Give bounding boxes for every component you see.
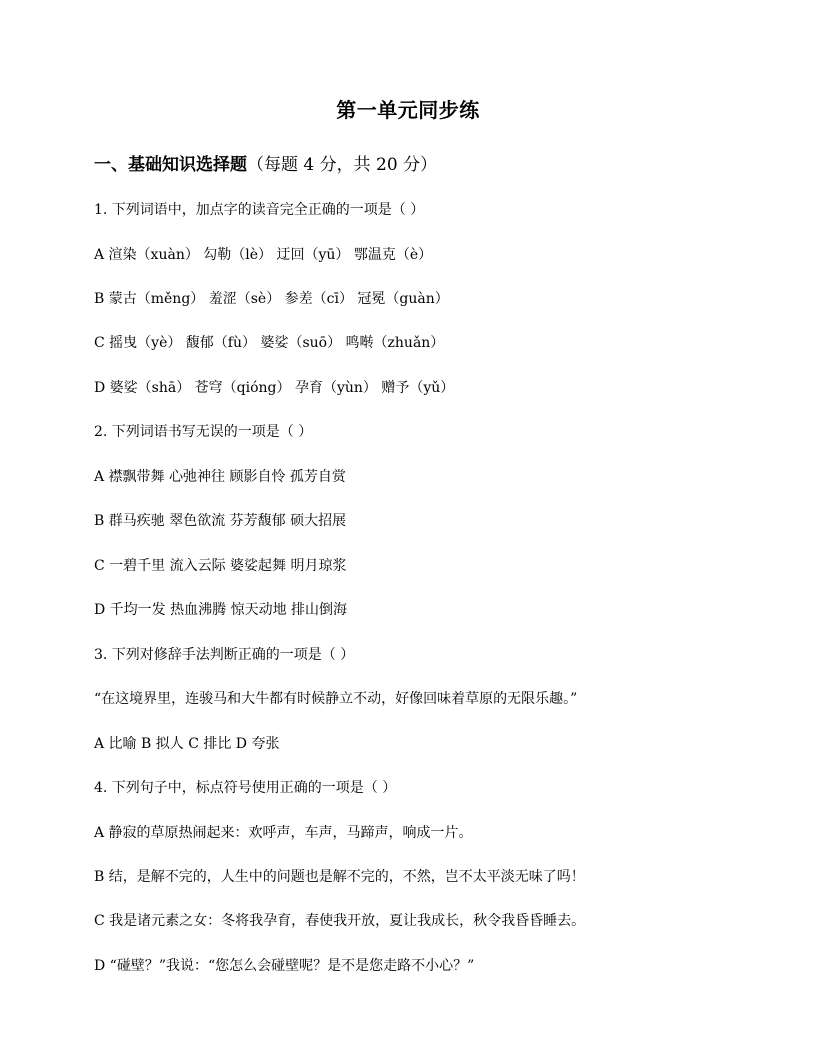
question-1-option-c: C 摇曳（yè） 馥郁（fù） 婆娑（suō） 鸣啭（zhuǎn）	[94, 335, 445, 351]
question-1-option-d: D 婆娑（shā） 苍穹（qióng） 孕育（yùn） 赠予（yǔ）	[94, 380, 455, 396]
question-2-option-d: D 千均一发 热血沸腾 惊天动地 排山倒海	[94, 602, 348, 618]
question-4-option-c: C 我是诸元素之女：冬将我孕育，春使我开放，夏让我成长，秋令我昏昏睡去。	[94, 913, 586, 929]
question-2-option-b: B 群马疾驰 翠色欲流 芬芳馥郁 硕大招展	[94, 513, 347, 529]
question-3-quote: “在这境界里，连骏马和大牛都有时候静立不动，好像回味着草原的无限乐趣。”	[94, 691, 578, 707]
question-4-option-a: A 静寂的草原热闹起来：欢呼声，车声，马蹄声，响成一片。	[94, 825, 473, 841]
question-4-option-b: B 结，是解不完的，人生中的问题也是解不完的，不然，岂不太平淡无味了吗！	[94, 869, 585, 885]
section-heading	[94, 150, 437, 175]
question-2-option-a: A 襟飘带舞 心弛神往 顾影自怜 孤芳自赏	[94, 469, 346, 485]
question-1-option-a: A 渲染（xuàn） 勾勒（lè） 迂回（yū） 鄂温克（è）	[94, 247, 433, 263]
section-score-note: （每题 4 分，共 20 分）	[247, 155, 438, 175]
page-title: 第一单元同步练	[336, 98, 480, 122]
question-2-stem: 2. 下列词语书写无误的一项是（ ）	[94, 424, 313, 440]
question-4-option-d: D “碰壁？”我说：“您怎么会碰壁呢？是不是您走路不小心？”	[94, 958, 475, 974]
question-1-stem: 1. 下列词语中，加点字的读音完全正确的一项是（ ）	[94, 202, 425, 218]
question-3-stem: 3. 下列对修辞手法判断正确的一项是（ ）	[94, 647, 355, 663]
section-heading-text: 一、基础知识选择题	[94, 155, 247, 175]
question-1-option-b: B 蒙古（měng） 羞涩（sè） 参差（cī） 冠冕（guàn）	[94, 291, 449, 307]
question-2-option-c: C 一碧千里 流入云际 婆娑起舞 明月琼浆	[94, 558, 347, 574]
question-3-options: A 比喻 B 拟人 C 排比 D 夸张	[94, 736, 280, 752]
question-4-stem: 4. 下列句子中，标点符号使用正确的一项是（ ）	[94, 780, 397, 796]
